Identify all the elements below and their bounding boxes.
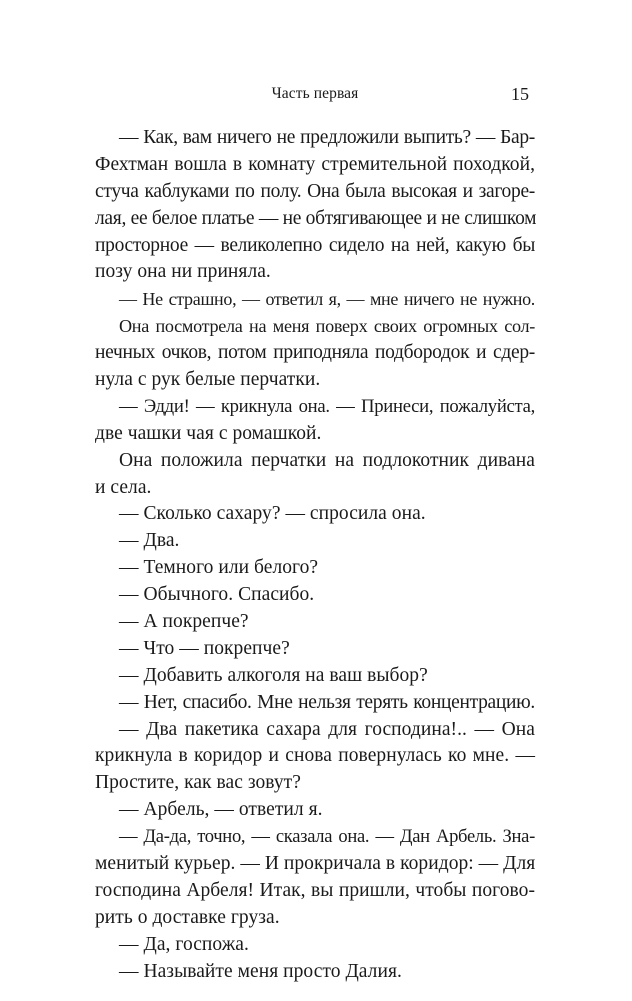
text-line: нула с рук белые перчатки. xyxy=(95,369,321,391)
text-line: позу она ни приняла. xyxy=(95,261,271,283)
page-number: 15 xyxy=(511,84,529,104)
text-line: две чашки чая с ромашкой. xyxy=(95,422,322,444)
text-line: рить о доставке груза. xyxy=(95,906,280,928)
text-line: Фехтман вошла в комнату стремительной походкой, xyxy=(95,153,535,175)
text-line: лая, ее белое платье — не обтягивающее и не слишком xyxy=(95,207,537,229)
text-line: — Да, госпожа. xyxy=(119,933,249,955)
text-line: — Не страшно, — ответил я, — мне ничего не нужно. xyxy=(119,289,535,310)
text-line: нечных очков, потом приподняла подбородок и сдер- xyxy=(95,342,535,364)
text-line: Она посмотрела на меня поверх своих огромных сол- xyxy=(119,316,535,337)
text-line: — Добавить алкоголя на ваш выбор? xyxy=(119,664,428,686)
text-line: — Арбель, — ответил я. xyxy=(119,799,323,821)
text-line: крикнула в коридор и снова повернулась ко мне. — xyxy=(95,745,535,767)
text-line: — Эдди! — крикнула она. — Принеси, пожалуйста, xyxy=(119,395,535,417)
text-line: стуча каблуками по полу. Она была высокая и загоре- xyxy=(95,180,535,202)
body-text xyxy=(95,125,535,986)
text-line: — Что — покрепче? xyxy=(119,637,290,659)
text-line: менитый курьер. — И прокричала в коридор: — Для xyxy=(95,853,536,875)
text-line: — Как, вам ничего не предложили выпить? — Бар- xyxy=(119,127,535,148)
text-line: господина Арбеля! Итак, вы пришли, чтобы погово- xyxy=(95,879,535,901)
text-line: — Называйте меня просто Далия. xyxy=(119,960,402,982)
text-line: — Обычного. Спасибо. xyxy=(119,584,315,606)
text-line: — Два пакетика сахара для господина!.. — Она xyxy=(119,718,535,740)
running-head xyxy=(95,84,535,108)
text-line: просторное — великолепно сидело на ней, какую бы xyxy=(95,234,535,256)
text-line: — Да-да, точно, — сказала она. — Дан Арбель. Зна- xyxy=(119,826,535,848)
section-title: Часть первая xyxy=(271,85,359,102)
text-line: — Нет, спасибо. Мне нельзя терять концентрацию. xyxy=(119,691,535,713)
text-line: Простите, как вас зовут? xyxy=(95,772,301,794)
text-line: Она положила перчатки на подлокотник дивана xyxy=(119,449,535,471)
text-line: — Темного или белого? xyxy=(119,557,319,579)
text-line: — А покрепче? xyxy=(119,611,249,633)
text-line: — Сколько сахару? — спросила она. xyxy=(119,503,426,525)
text-line: и села. xyxy=(95,476,152,498)
text-line: — Два. xyxy=(119,530,180,552)
